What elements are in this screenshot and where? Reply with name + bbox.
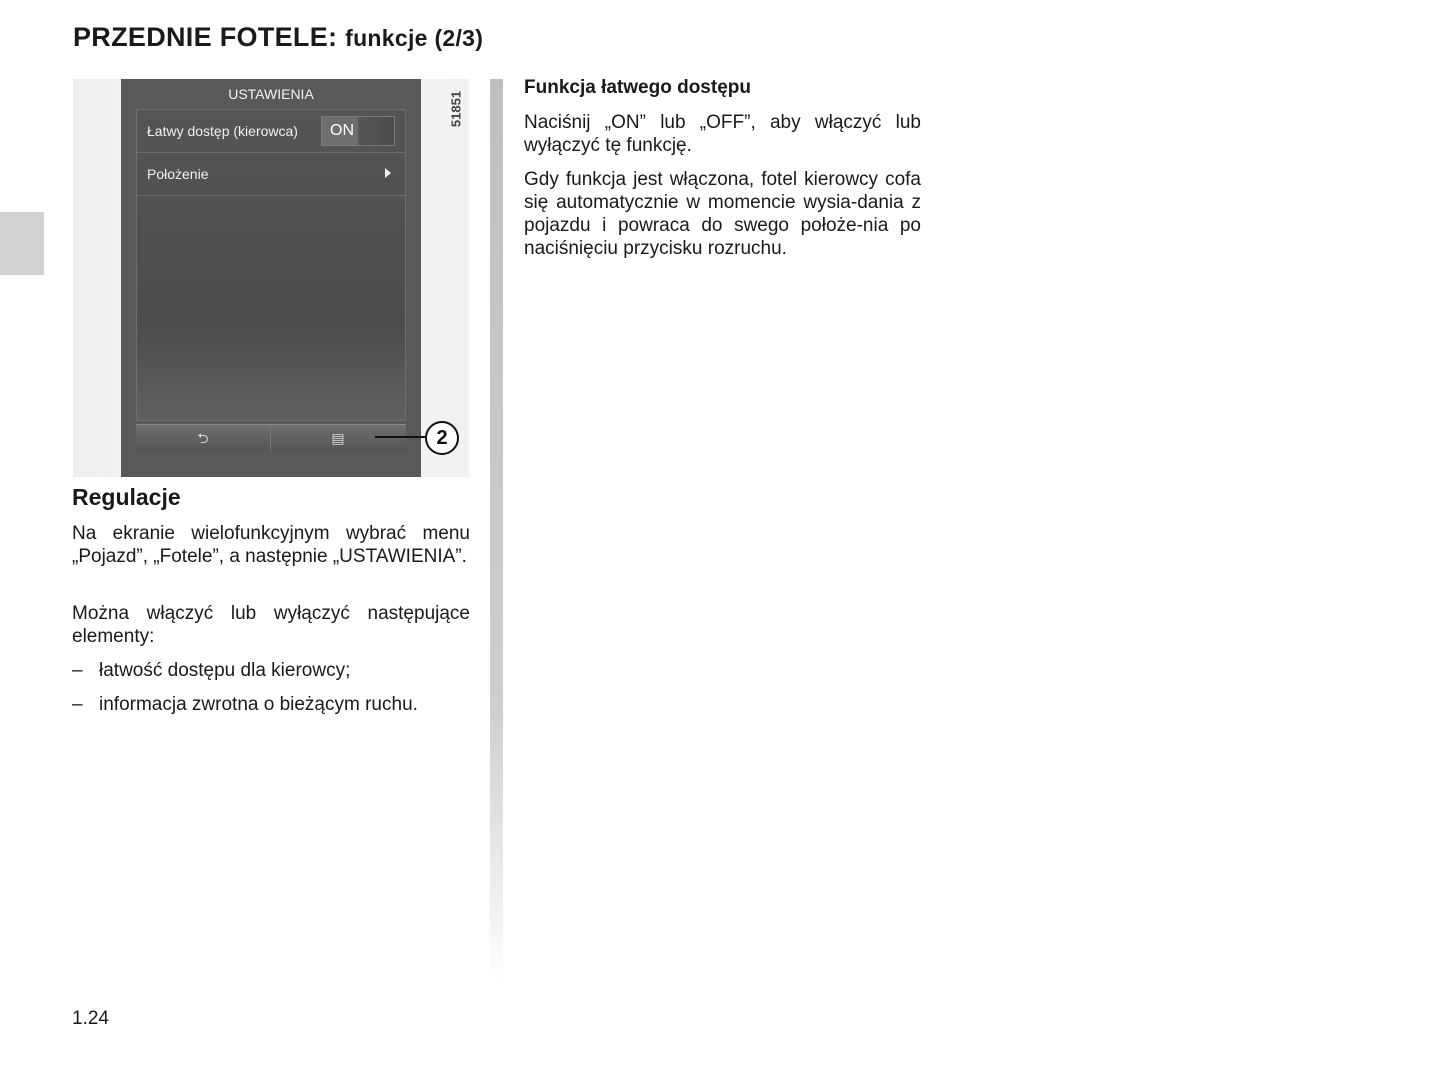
list-dash: – bbox=[72, 660, 83, 681]
title-main: PRZEDNIE FOTELE: bbox=[73, 22, 338, 52]
title-sub: funkcje (2/3) bbox=[345, 25, 484, 51]
screen-title: USTAWIENIA bbox=[228, 86, 314, 102]
right-paragraph-1: Naciśnij „ON” lub „OFF”, aby włączyć lub wyłączyć tę funkcję. bbox=[524, 112, 921, 156]
screen-bottom-bar bbox=[136, 424, 406, 451]
list-item-text: łatwość dostępu dla kierowcy; bbox=[99, 660, 351, 681]
list-item-text: informacja zwrotna o bieżącym ruchu. bbox=[99, 694, 418, 715]
left-paragraph-2: Można włączyć lub wyłączyć następujące elementy: bbox=[72, 603, 470, 647]
chevron-right-icon bbox=[385, 168, 391, 178]
left-paragraph-1: Na ekranie wielofunkcyjnym wybrać menu „Pojazd”, „Fotele”, a następnie „USTAWIENIA”. bbox=[72, 523, 470, 567]
section-heading-regulacje: Regulacje bbox=[72, 484, 181, 510]
settings-panel bbox=[136, 109, 406, 421]
right-paragraph-2: Gdy funkcja jest włączona, fotel kierowcy cofa się automatycznie w momencie wysia-dania z pojazdu i powraca do swego położe-nia po naciśnięciu przycisku rozruchu. bbox=[524, 169, 921, 259]
setting-row-easy-access bbox=[137, 110, 405, 153]
page-number: 1.24 bbox=[72, 1008, 109, 1029]
list-dash: – bbox=[72, 694, 83, 715]
setting-label-easy-access: Łatwy dostęp (kierowca) bbox=[147, 123, 298, 139]
callout-marker: 2 bbox=[425, 421, 459, 455]
menu-list-icon: ▤ bbox=[331, 430, 345, 446]
section-heading-easy-access: Funkcja łatwego dostępu bbox=[524, 77, 751, 98]
list-item bbox=[72, 693, 418, 716]
setting-row-position[interactable] bbox=[137, 153, 405, 196]
callout-line bbox=[375, 436, 427, 438]
figure-reference-number: 51851 bbox=[448, 90, 464, 127]
toggle-value: ON bbox=[330, 122, 354, 139]
menu-button[interactable] bbox=[271, 425, 405, 451]
back-button[interactable] bbox=[136, 425, 271, 451]
setting-label-position: Położenie bbox=[147, 166, 209, 182]
section-side-tab bbox=[0, 212, 44, 275]
column-divider bbox=[490, 79, 503, 984]
page-title bbox=[73, 22, 483, 53]
list-item bbox=[72, 659, 350, 682]
easy-access-toggle[interactable] bbox=[321, 116, 395, 146]
back-arrow-icon: ⮌ bbox=[197, 430, 209, 446]
multimedia-screen bbox=[121, 79, 421, 477]
